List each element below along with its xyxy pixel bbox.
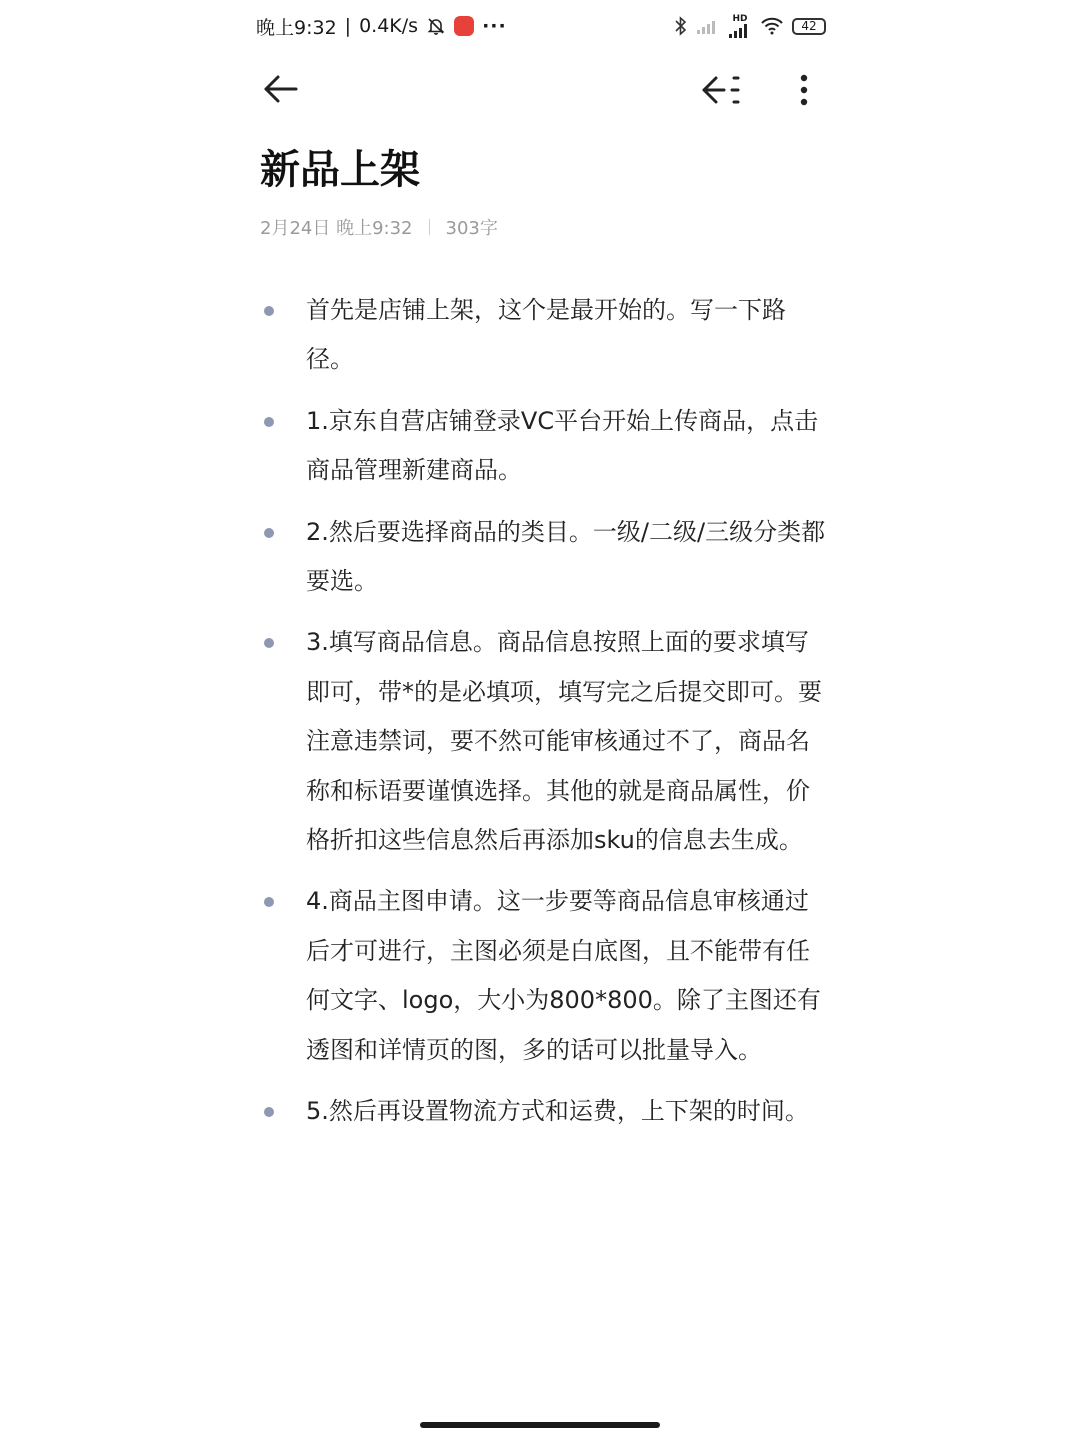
- signal-hd-group: [728, 15, 752, 38]
- list-item[interactable]: [262, 397, 828, 496]
- list-item-text: 3.填写商品信息。商品信息按照上面的要求填写即可，带*的是必填项，填写完之后提交即可。要注意违禁词，要不然可能审核通过不了，商品名称和标语要谨慎选择。其他的就是商品属性，价格折扣这些信息然后再添加sku的信息去生成。: [306, 628, 822, 855]
- table-of-contents-icon: [700, 70, 744, 110]
- bullet-icon: [264, 417, 274, 427]
- back-button[interactable]: [260, 68, 302, 110]
- wifi-icon: [760, 17, 784, 35]
- list-item[interactable]: [262, 877, 828, 1075]
- status-time: 晚上9:32: [256, 16, 337, 39]
- list-item[interactable]: [262, 508, 828, 607]
- outline-button[interactable]: [700, 70, 744, 110]
- list-item-text: 4.商品主图申请。这一步要等商品信息审核通过后才可进行，主图必须是白底图，且不能带有任何文字、logo，大小为800*800。除了主图还有透图和详情页的图，多的话可以批量导入。: [306, 887, 821, 1064]
- bluetooth-icon: [674, 16, 688, 36]
- status-separator: |: [344, 15, 352, 37]
- bullet-icon: [264, 1107, 274, 1117]
- note-toolbar: [256, 64, 826, 112]
- bullet-icon: [264, 306, 274, 316]
- note-word-count: 303字: [445, 218, 498, 239]
- note-body-list[interactable]: [262, 286, 828, 1149]
- signal-strong-icon: [728, 24, 752, 38]
- more-vertical-icon: [792, 70, 816, 110]
- more-menu-button[interactable]: [792, 70, 816, 110]
- signal-weak-icon: [696, 17, 720, 35]
- status-right: [674, 15, 826, 38]
- list-item[interactable]: [262, 1087, 828, 1136]
- note-title[interactable]: 新品上架: [260, 147, 420, 193]
- status-bar: [256, 10, 826, 42]
- list-item[interactable]: [262, 618, 828, 865]
- netease-music-app-icon: [454, 16, 474, 36]
- note-date: 2月24日 晚上9:32: [260, 218, 413, 239]
- bullet-icon: [264, 528, 274, 538]
- note-meta: [260, 214, 498, 240]
- back-arrow-icon: [260, 68, 302, 110]
- mute-bell-icon: [426, 16, 446, 36]
- list-item-text: 首先是店铺上架，这个是最开始的。写一下路径。: [306, 296, 786, 374]
- list-item[interactable]: [262, 286, 828, 385]
- hd-label: HD: [732, 13, 748, 24]
- bullet-icon: [264, 638, 274, 648]
- status-left: [256, 13, 507, 40]
- status-net-speed: 0.4K/s: [359, 15, 419, 37]
- list-item-text: 5.然后再设置物流方式和运费，上下架的时间。: [306, 1097, 809, 1126]
- battery-icon: 42: [792, 18, 826, 35]
- meta-divider: [429, 219, 430, 235]
- home-indicator[interactable]: [420, 1422, 660, 1428]
- list-item-text: 1.京东自营店铺登录VC平台开始上传商品，点击商品管理新建商品。: [306, 406, 819, 485]
- status-more-icon: ···: [482, 15, 507, 37]
- list-item-text: 2.然后要选择商品的类目。一级/二级/三级分类都要选。: [306, 517, 826, 596]
- bullet-icon: [264, 897, 274, 907]
